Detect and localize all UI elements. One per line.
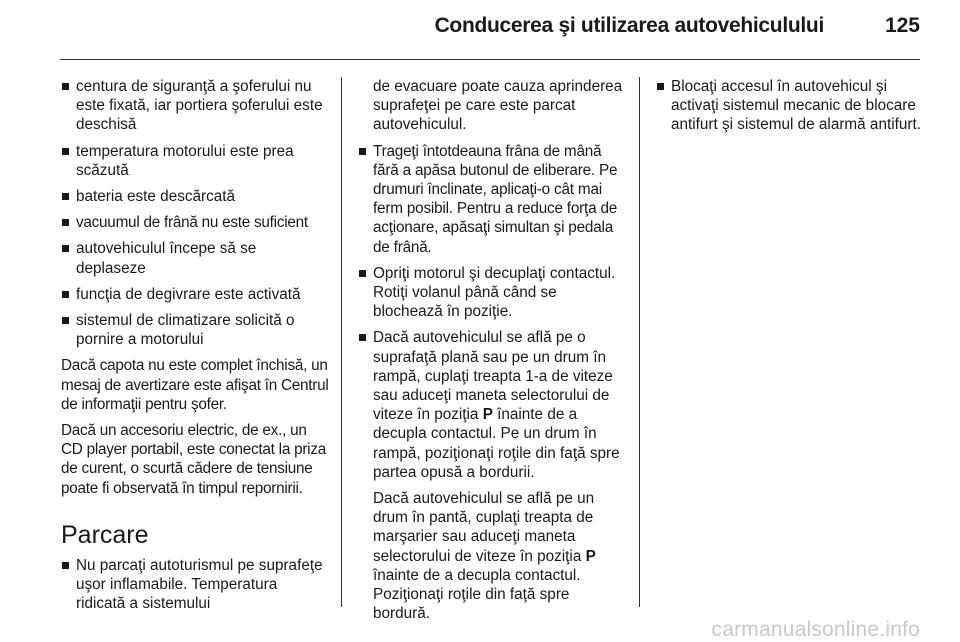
list-item: Nu parcaţi autoturismul pe suprafeţe uşor inflamabile. Temperatura ridicată a sistemului (61, 556, 329, 614)
list-item: sistemul de climatizare solicită o pornire a motorului (61, 311, 329, 349)
paragraph: Dacă autovehiculul se află pe un drum în pantă, cuplaţi treapta de marşarier sau aduceţi maneta selectorului de viteze în poziţia P înainte de a decupla contactul. Poziţionaţi roţile din faţă spre bordură. (373, 490, 596, 623)
bullet-square-icon (657, 83, 664, 90)
list-item: vacuumul de frână nu este suficient (61, 213, 329, 232)
security-list (656, 77, 924, 135)
gear-position-p: P (482, 406, 493, 424)
list-item: Opriţi motorul şi decuplaţi contactul. Rotiţi volanul până când se blochează în poziţie. (358, 264, 626, 322)
gear-position-p: P (585, 547, 596, 565)
list-item: autovehiculul începe să se deplaseze (61, 239, 329, 277)
bullet-square-icon (359, 334, 366, 341)
list-item: funcţia de degivrare este activată (61, 285, 329, 304)
list-item: centura de siguranţă a şoferului nu este fixată, iar portiera şoferului este deschisă (61, 77, 329, 135)
column-1 (61, 77, 329, 620)
watermark: carmanualsonline.info (711, 618, 920, 641)
list-item: temperatura motorului este prea scăzută (61, 142, 329, 180)
bullet-square-icon (62, 291, 69, 298)
list-item: Blocaţi accesul în autovehicul şi activaţi sistemul mecanic de blocare antifurt şi sistemul de alarmă antifurt. (656, 77, 924, 135)
bullet-square-icon (62, 83, 69, 90)
bullet-square-icon (62, 193, 69, 200)
warning-conditions-list (61, 77, 329, 349)
list-item: Trageţi întotdeauna frâna de mână fără a apăsa butonul de eliberare. Pe drumuri înclinate, aplicaţi-o cât mai ferm posibil. Pentru a reduce forţa de acţionare, apăsaţi simultan şi pedala de frână. (358, 142, 626, 257)
bullet-square-icon (62, 317, 69, 324)
bullet-square-icon (62, 148, 69, 155)
continued-text: de evacuare poate cauza aprinderea suprafeţei pe care este parcat autovehiculul. (373, 78, 623, 134)
bullet-square-icon (62, 245, 69, 252)
page-header-title: Conducerea şi utilizarea autovehiculului (434, 14, 824, 37)
header-rule (60, 59, 920, 60)
column-3 (656, 77, 924, 142)
paragraph: Dacă un accesoriu electric, de ex., un CD player portabil, este conectat la priza de curent, o scurtă cădere de tensiune poate fi observată în timpul repornirii. (61, 422, 326, 497)
paragraph: Dacă capota nu este complet închisă, un mesaj de avertizare este afişat în Centrul de informaţii pentru şofer. (61, 357, 329, 413)
bullet-square-icon (359, 148, 366, 155)
bullet-square-icon (62, 219, 69, 226)
list-item: bateria este descărcată (61, 187, 329, 206)
column-2 (358, 77, 626, 630)
bullet-square-icon (62, 562, 69, 569)
list-item: Dacă autovehiculul se află pe o suprafaţă plană sau pe un drum în rampă, cuplaţi treapta 1-a de viteze sau aduceţi maneta selectorului de viteze în poziţia P înainte de a decupla contactul. Pe un drum în rampă, poziţionaţi roţile din faţă spre partea opusă a bordurii. (358, 328, 626, 482)
parking-list (61, 556, 329, 614)
parking-instructions-list (358, 142, 626, 482)
column-divider (639, 77, 640, 607)
page-number: 125 (884, 14, 920, 37)
section-heading: Parcare (61, 520, 149, 549)
column-divider (341, 77, 342, 607)
bullet-square-icon (359, 270, 366, 277)
